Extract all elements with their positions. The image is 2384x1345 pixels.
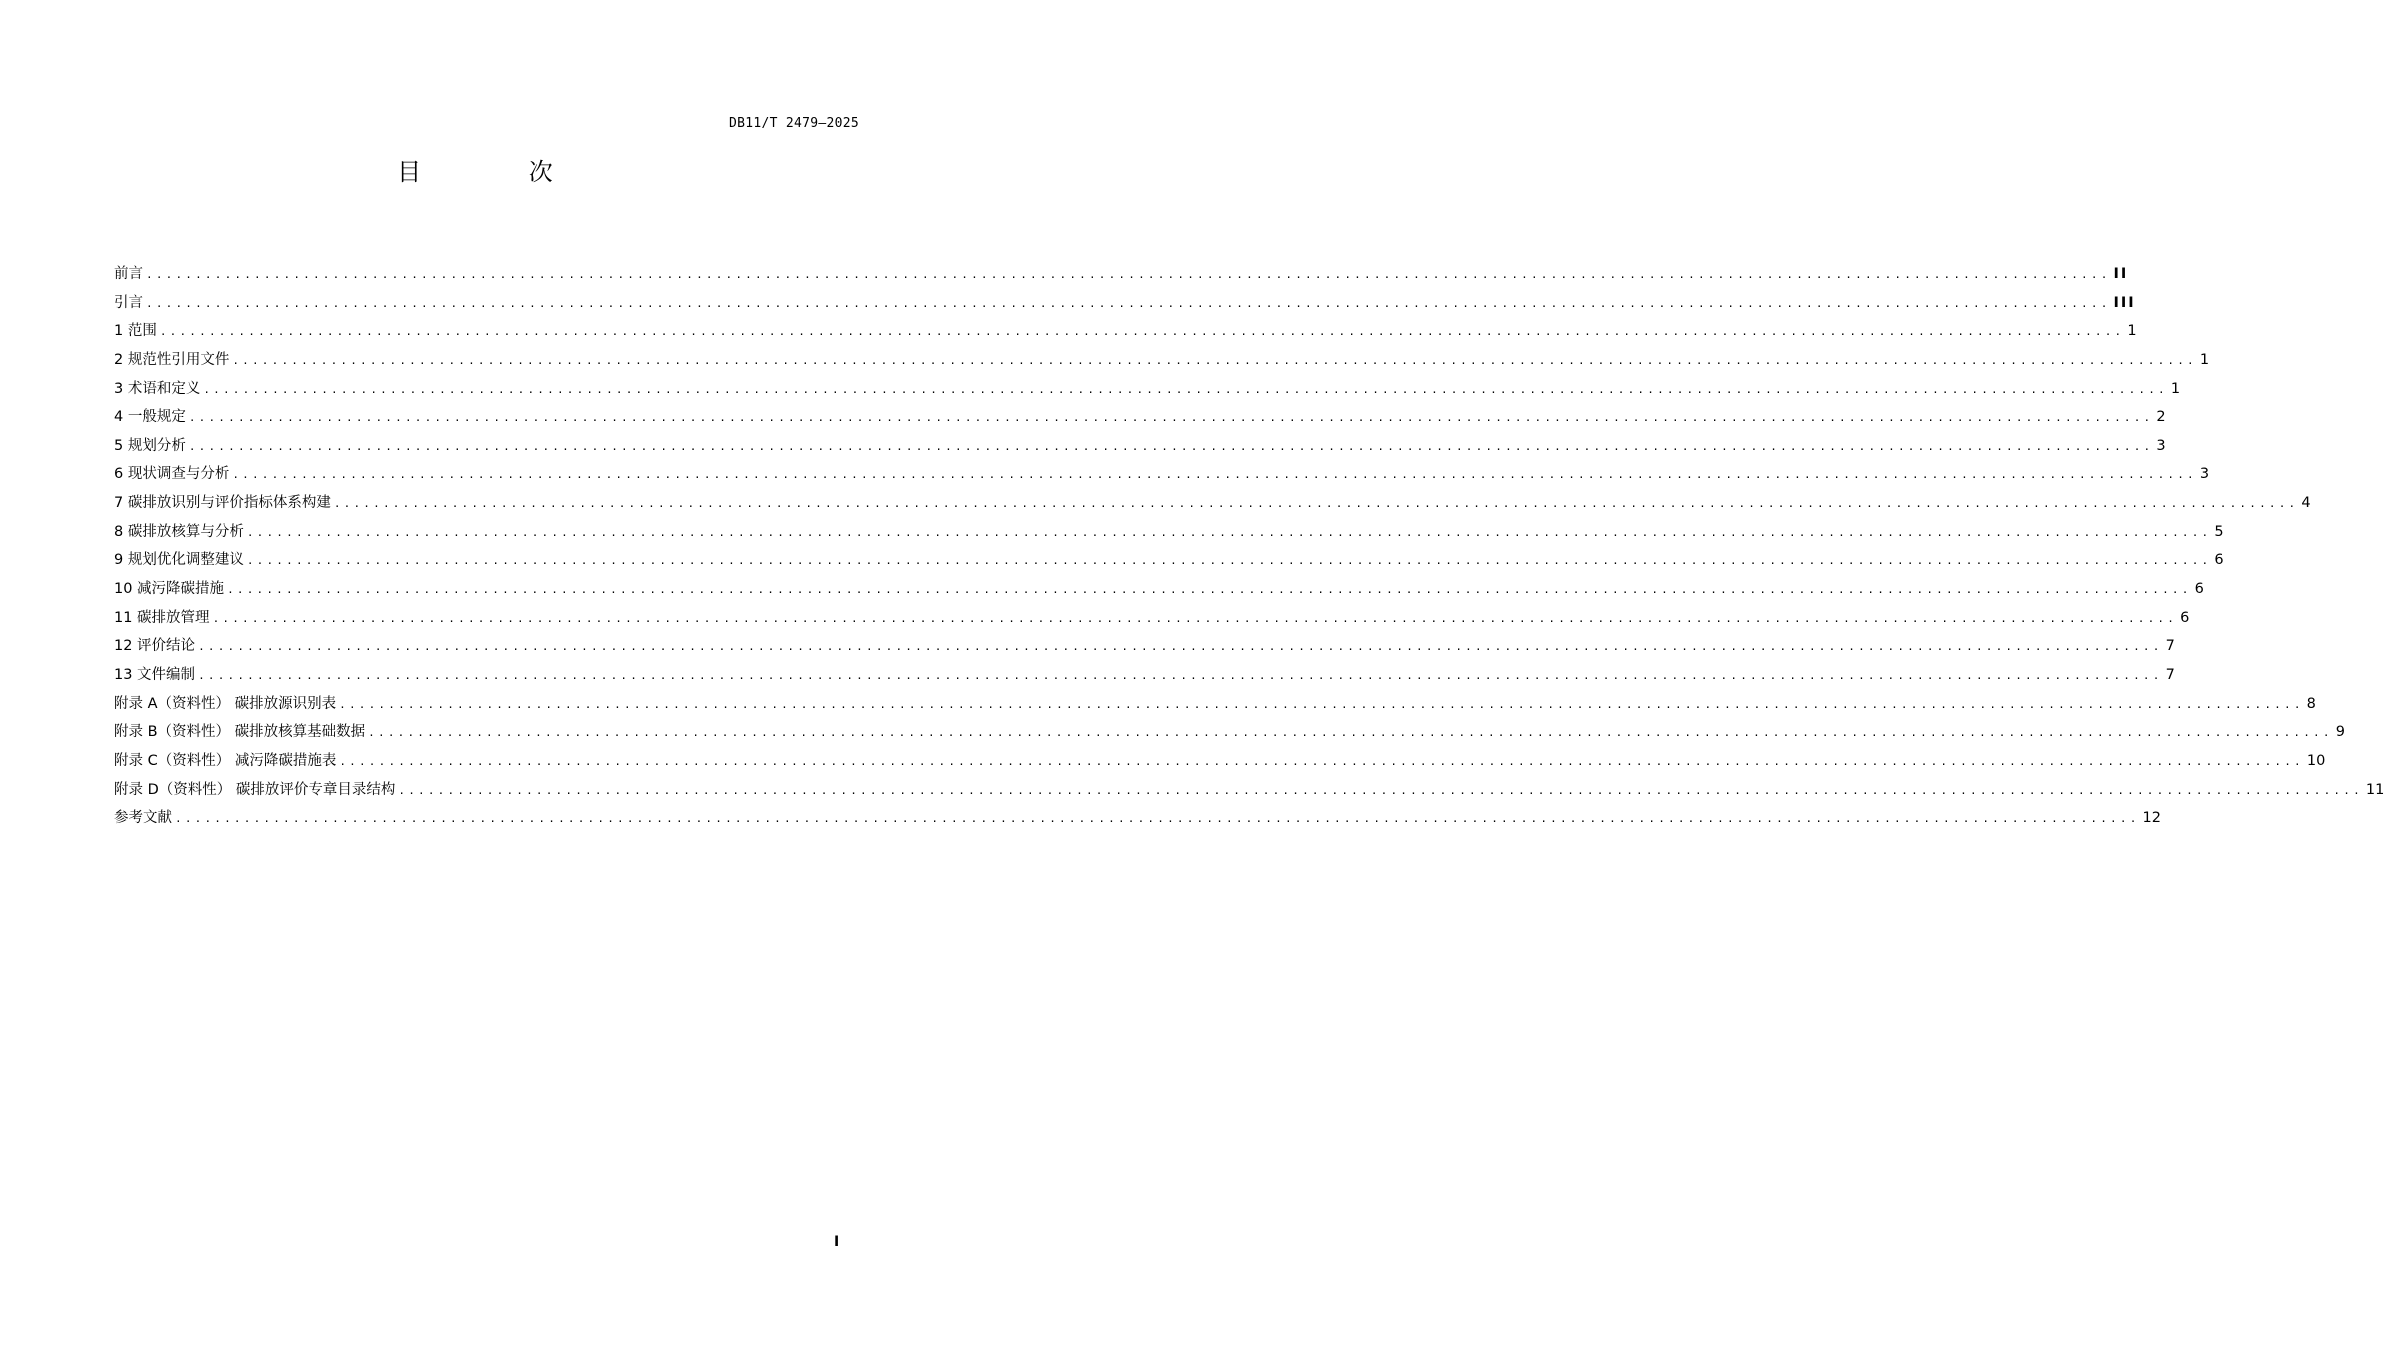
toc-entry-label: 2 规范性引用文件 bbox=[114, 351, 230, 368]
page-number: I bbox=[834, 1234, 840, 1250]
toc-entry[interactable] bbox=[114, 720, 2345, 749]
toc-entry[interactable] bbox=[114, 434, 2166, 463]
toc-entry-label: 5 规划分析 bbox=[114, 437, 186, 454]
toc-entry-page: 6 bbox=[2194, 581, 2204, 598]
toc-entry-label: 8 碳排放核算与分析 bbox=[114, 523, 244, 540]
toc-entry-page: 6 bbox=[2180, 609, 2190, 626]
toc-dot-leader: ........................................................................................................................................................................................................ bbox=[146, 296, 2111, 310]
toc-entry-label: 参考文献 bbox=[114, 810, 172, 827]
toc-entry-page: 7 bbox=[2165, 638, 2175, 655]
toc-entry-label: 附录 A（资料性） 碳排放源识别表 bbox=[114, 695, 337, 712]
toc-entry-page: 1 bbox=[2170, 380, 2181, 397]
toc-entry-page: 8 bbox=[2306, 695, 2316, 712]
document-code: DB11/T 2479—2025 bbox=[728, 116, 859, 131]
toc-entry-page: 7 bbox=[2165, 666, 2175, 683]
toc-entry-label: 11 碳排放管理 bbox=[114, 609, 210, 626]
toc-entry-page: 4 bbox=[2301, 495, 2311, 512]
toc-entry-page: 2 bbox=[2156, 409, 2166, 426]
toc-entry[interactable] bbox=[114, 262, 2129, 291]
toc-dot-leader: ........................................................................................................................................................................................................ bbox=[333, 497, 2299, 511]
toc-entry-page: 11 bbox=[2365, 781, 2384, 798]
toc-entry[interactable] bbox=[114, 319, 2137, 348]
toc-dot-leader: ........................................................................................................................................................................................................ bbox=[339, 754, 2304, 768]
toc-entry-label: 7 碳排放识别与评价指标体系构建 bbox=[114, 495, 331, 512]
toc-entry-label: 6 现状调查与分析 bbox=[114, 466, 230, 483]
toc-entry-page: 12 bbox=[2142, 810, 2161, 827]
toc-dot-leader: ........................................................................................................................................................................................................ bbox=[203, 382, 2168, 396]
toc-entry[interactable] bbox=[114, 606, 2190, 635]
toc-entry-label: 13 文件编制 bbox=[114, 666, 196, 683]
toc-entry-label: 引言 bbox=[114, 294, 143, 311]
toc-entry[interactable] bbox=[114, 377, 2181, 406]
toc-entry[interactable] bbox=[114, 462, 2210, 491]
toc-entry-page: 3 bbox=[2199, 466, 2210, 483]
table-of-contents bbox=[114, 262, 2384, 835]
toc-dot-leader: ........................................................................................................................................................................................................ bbox=[212, 611, 2178, 625]
toc-entry[interactable] bbox=[114, 548, 2224, 577]
toc-entry-label: 前言 bbox=[114, 266, 143, 282]
toc-dot-leader: ........................................................................................................................................................................................................ bbox=[339, 697, 2304, 711]
toc-entry-page: 3 bbox=[2156, 437, 2166, 454]
toc-entry-label: 附录 D（资料性） 碳排放评价专章目录结构 bbox=[114, 781, 396, 798]
toc-entry-label: 1 范围 bbox=[114, 323, 157, 340]
toc-dot-leader: ........................................................................................................................................................................................................ bbox=[232, 468, 2197, 482]
toc-entry-page: III bbox=[2113, 294, 2136, 311]
toc-entry[interactable] bbox=[114, 692, 2316, 721]
toc-entry[interactable] bbox=[114, 491, 2311, 520]
toc-entry-label: 10 减污降碳措施 bbox=[114, 581, 225, 598]
toc-entry-page: 6 bbox=[2214, 552, 2224, 569]
toc-entry-label: 3 术语和定义 bbox=[114, 380, 201, 397]
toc-entry[interactable] bbox=[114, 806, 2161, 835]
toc-dot-leader: ........................................................................................................................................................................................................ bbox=[368, 726, 2333, 740]
toc-entry-page: 10 bbox=[2306, 752, 2326, 769]
toc-entry[interactable] bbox=[114, 663, 2175, 692]
toc-entry-page: 1 bbox=[2199, 351, 2210, 368]
toc-entry[interactable] bbox=[114, 778, 2384, 807]
toc-entry-label: 附录 B（资料性） 碳排放核算基础数据 bbox=[114, 724, 366, 741]
toc-dot-leader: ........................................................................................................................................................................................................ bbox=[398, 783, 2363, 797]
toc-dot-leader: ........................................................................................................................................................................................................ bbox=[232, 353, 2197, 367]
toc-dot-leader: ........................................................................................................................................................................................................ bbox=[146, 268, 2111, 281]
toc-entry-label: 9 规划优化调整建议 bbox=[114, 552, 244, 569]
toc-entry-page: 5 bbox=[2214, 523, 2224, 540]
toc-entry-label: 附录 C（资料性） 减污降碳措施表 bbox=[114, 752, 337, 769]
toc-entry[interactable] bbox=[114, 291, 2136, 320]
toc-dot-leader: ........................................................................................................................................................................................................ bbox=[198, 640, 2163, 654]
toc-entry-page: 9 bbox=[2335, 724, 2345, 741]
toc-entry[interactable] bbox=[114, 520, 2224, 549]
toc-dot-leader: ........................................................................................................................................................................................................ bbox=[188, 411, 2154, 425]
toc-entry[interactable] bbox=[114, 577, 2204, 606]
toc-entry[interactable] bbox=[114, 634, 2175, 663]
toc-dot-leader: ........................................................................................................................................................................................................ bbox=[246, 554, 2212, 568]
toc-entry[interactable] bbox=[114, 348, 2210, 377]
toc-entry[interactable] bbox=[114, 405, 2166, 434]
toc-entry-label: 12 评价结论 bbox=[114, 638, 196, 655]
toc-entry-page: 1 bbox=[2127, 323, 2137, 340]
toc-dot-leader: ........................................................................................................................................................................................................ bbox=[159, 325, 2125, 339]
page-title: 目 次 bbox=[397, 158, 603, 186]
toc-dot-leader: ........................................................................................................................................................................................................ bbox=[175, 812, 2140, 826]
toc-entry-label: 4 一般规定 bbox=[114, 409, 186, 426]
toc-dot-leader: ........................................................................................................................................................................................................ bbox=[198, 668, 2163, 682]
toc-dot-leader: ........................................................................................................................................................................................................ bbox=[227, 583, 2192, 597]
toc-entry-page: II bbox=[2113, 266, 2129, 282]
toc-dot-leader: ........................................................................................................................................................................................................ bbox=[188, 439, 2154, 453]
toc-entry[interactable] bbox=[114, 749, 2326, 778]
toc-dot-leader: ........................................................................................................................................................................................................ bbox=[246, 525, 2212, 539]
